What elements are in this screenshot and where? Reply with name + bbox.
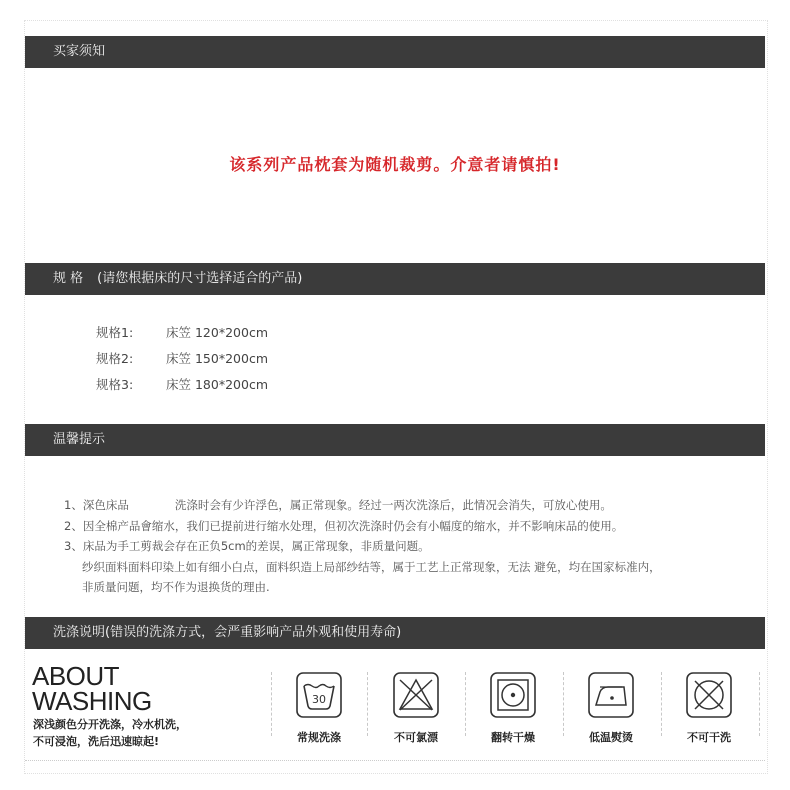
- spec-row: [96, 323, 268, 341]
- icon-label: 不可氯漂: [394, 731, 438, 744]
- spec-value: 床笠 150*200cm: [166, 351, 268, 366]
- section-title: 规 格: [53, 271, 84, 286]
- about-washing-heading: [32, 661, 152, 716]
- spec-value: 床笠 180*200cm: [166, 377, 268, 392]
- section-header-spec: [25, 263, 765, 295]
- spec-row: [96, 349, 268, 367]
- divider: [465, 672, 466, 736]
- section-header-buyer-notice: [25, 36, 765, 68]
- divider: [271, 672, 272, 736]
- instruction-line: 深浅颜色分开洗涤，冷水机洗，: [33, 718, 187, 731]
- instruction-line: 不可浸泡，洗后迅速晾起!: [33, 735, 160, 748]
- heading-line: ABOUT: [32, 661, 120, 691]
- no-bleach-icon: [393, 672, 439, 718]
- heading-line: WASHING: [32, 686, 152, 716]
- tip-line: 纱织面料面料印染上如有细小白点，面料织造上局部纱结等，属于工艺上正常现象，无法 避免，均在国家标准内，: [82, 559, 661, 574]
- section-title: 买家须知: [53, 44, 106, 59]
- spec-label: 规格3:: [96, 377, 134, 392]
- tip-line: 3、床品为手工剪裁会存在正负5cm的差误，属正常现象，非质量问题。: [64, 539, 430, 553]
- icon-label: 不可干洗: [687, 731, 731, 744]
- divider: [367, 672, 368, 736]
- tip-line: 2、因全棉产品會缩水，我们已提前进行缩水处理，但初次洗涤时仍会有小幅度的缩水，并不影响床品的使用。: [64, 518, 624, 533]
- tip-line: 非质量问题，均不作为退换货的理由.: [82, 580, 270, 594]
- content-frame: [24, 20, 768, 774]
- no-dry-clean-icon: [686, 672, 732, 718]
- divider: [563, 672, 564, 736]
- icon-label: 翻转干燥: [491, 731, 535, 744]
- tip-line: [64, 495, 661, 516]
- tip-lead: 1、深色床品: [64, 498, 129, 512]
- spec-label: 规格2:: [96, 351, 134, 366]
- section-title: 洗涤说明: [53, 625, 106, 640]
- divider: [661, 672, 662, 736]
- wash-temperature: 30: [312, 693, 326, 706]
- bottom-divider: [25, 760, 765, 761]
- wash-30-icon: [296, 672, 342, 718]
- spec-label: 规格1:: [96, 325, 134, 340]
- section-note: (错误的洗涤方式，会严重影响产品外观和使用寿命): [105, 625, 402, 640]
- section-header-washing: [25, 617, 765, 649]
- spec-value: 床笠 120*200cm: [166, 325, 268, 340]
- tip-text: 洗涤时会有少许浮色，属正常现象。经过一两次洗涤后，此情况会消失，可放心使用。: [174, 498, 612, 512]
- section-header-tips: [25, 424, 765, 456]
- tips-list: [64, 495, 661, 598]
- tumble-dry-icon: [490, 672, 536, 718]
- icon-label: 低温熨烫: [589, 731, 633, 744]
- section-note: (请您根据床的尺寸选择适合的产品): [97, 271, 303, 286]
- divider: [759, 672, 760, 736]
- spec-row: [96, 375, 268, 393]
- washing-instructions: [33, 716, 187, 750]
- section-title: 温馨提示: [53, 432, 106, 447]
- random-cut-notice: 该系列产品枕套为随机裁剪。介意者请慎拍!: [229, 155, 561, 174]
- icon-label: 常规洗涤: [297, 731, 341, 744]
- low-iron-icon: [588, 672, 634, 718]
